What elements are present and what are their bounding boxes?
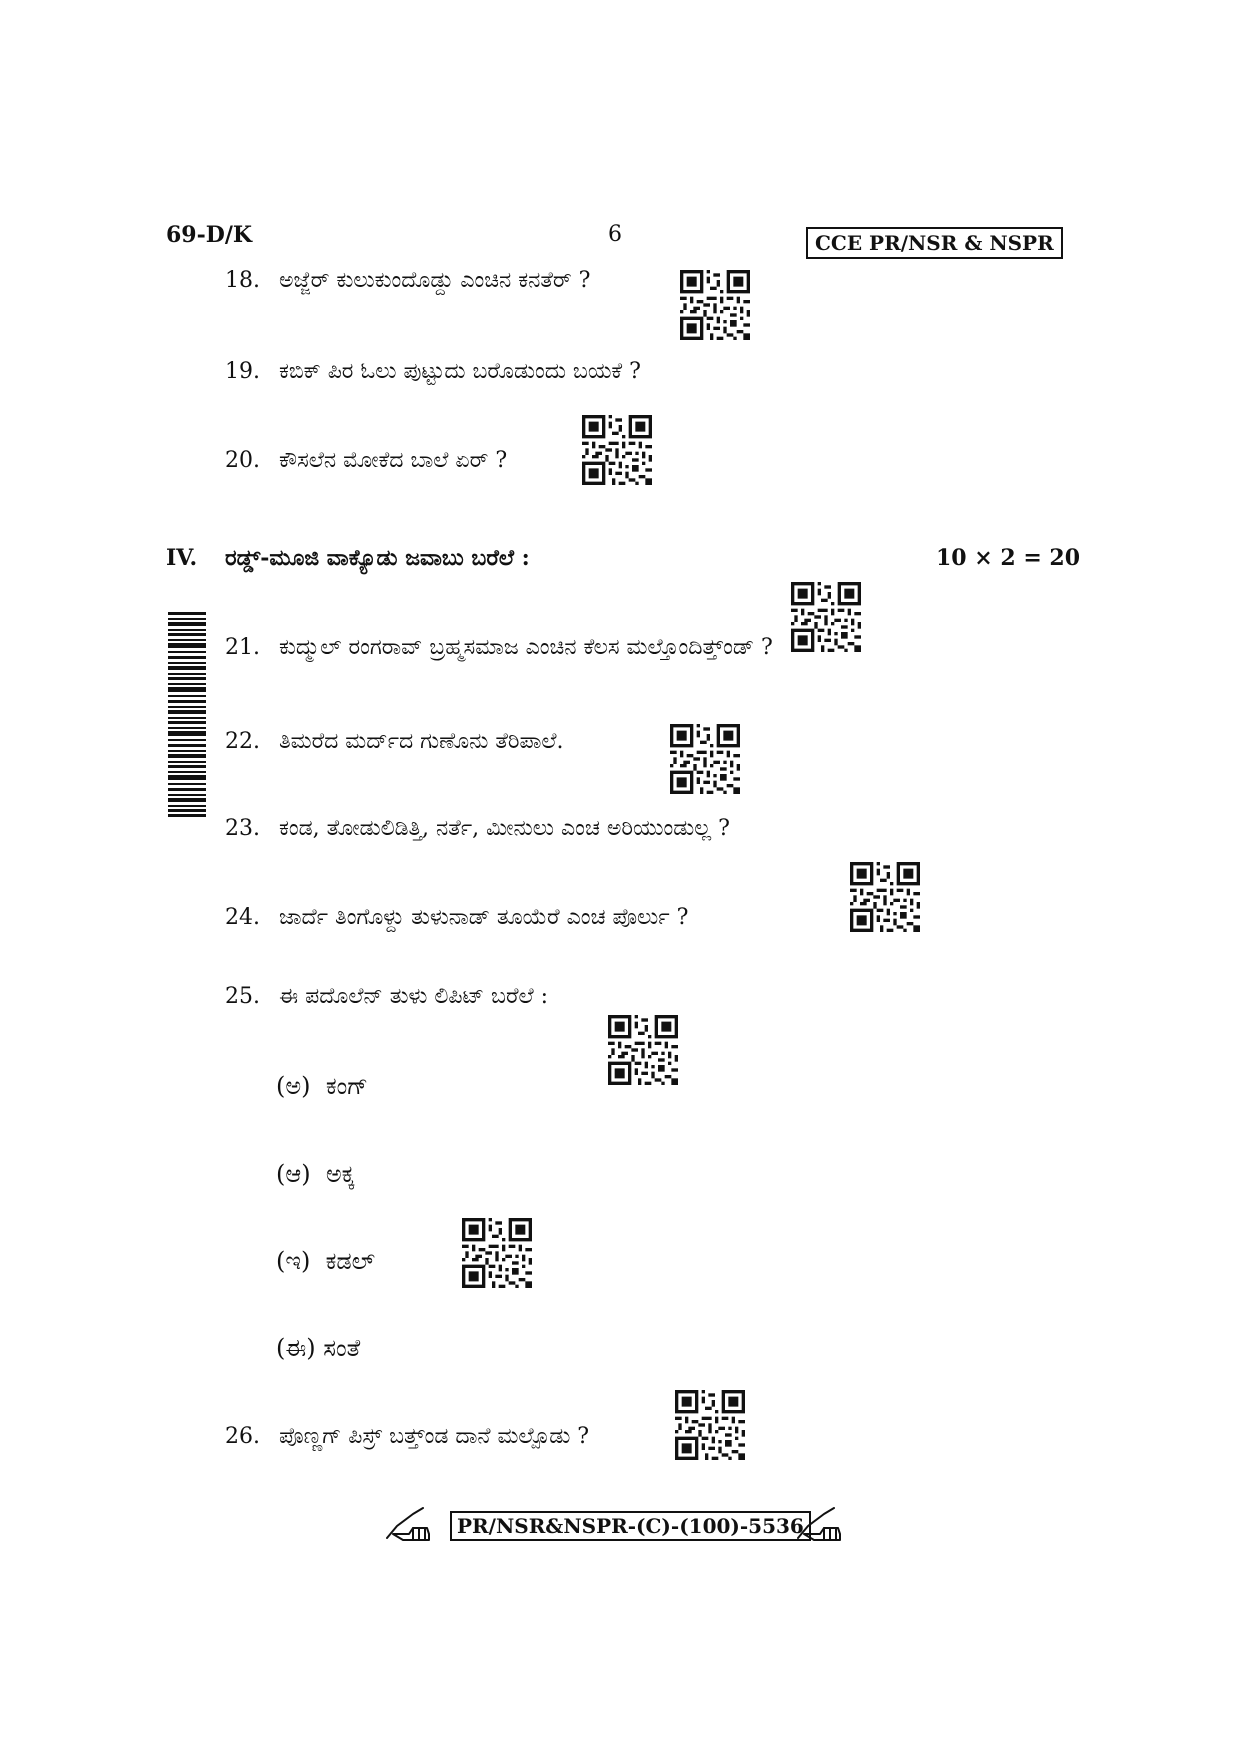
question-text: ಅಜ್ಜೆರ್ ಕುಲುಕುಂದೊಡ್ದು ಎಂಚಿನ ಕನತೆರ್ ? bbox=[279, 268, 591, 293]
question-24 bbox=[225, 903, 688, 933]
question-number: 18. bbox=[225, 268, 260, 293]
qr-code-icon bbox=[791, 582, 861, 652]
section-number: IV. bbox=[166, 545, 198, 571]
question-25 bbox=[225, 982, 548, 1012]
option-text: ಸಂತೆ bbox=[323, 1334, 361, 1362]
writing-hand-icon bbox=[383, 1504, 433, 1542]
qr-code-icon bbox=[680, 270, 750, 340]
qr-code-icon bbox=[462, 1218, 532, 1288]
qr-code-icon bbox=[608, 1015, 678, 1085]
question-19 bbox=[225, 357, 641, 387]
question-text: ಪೊಣ್ಣಗ್ ಪಿಸ್ರ್ ಬತ್ತ್ಂಡ ದಾನೆ ಮಲ್ಪೊಡು ? bbox=[279, 1424, 590, 1449]
question-22 bbox=[225, 727, 564, 757]
section-marks: 10 × 2 = 20 bbox=[936, 545, 1081, 571]
question-number: 19. bbox=[225, 359, 260, 384]
question-21 bbox=[225, 633, 773, 663]
option-text: ಕಂಗ್ bbox=[325, 1072, 369, 1100]
exam-code-box: CCE PR/NSR & NSPR bbox=[806, 227, 1063, 259]
question-18 bbox=[225, 266, 590, 296]
option-i bbox=[276, 1245, 375, 1277]
paper-code: 69-D/K bbox=[166, 222, 252, 248]
question-number: 25. bbox=[225, 984, 260, 1009]
option-text: ಅಕ್ಕ bbox=[325, 1160, 355, 1188]
qr-code-icon bbox=[670, 724, 740, 794]
section-title: ರಡ್ಡ್-ಮೂಜಿ ವಾಕ್ಯೊಡು ಜವಾಬು ಬರೆಲೆ : bbox=[225, 545, 530, 571]
option-ii bbox=[276, 1332, 360, 1364]
question-number: 23. bbox=[225, 816, 260, 841]
option-label: (ಇ) bbox=[276, 1247, 311, 1275]
question-20 bbox=[225, 446, 507, 476]
question-text: ತಿಮರೆದ ಮರ್ದ್‌ದ ಗುಣೊನು ತೆರಿಪಾಲೆ. bbox=[279, 729, 564, 754]
qr-code-icon bbox=[850, 862, 920, 932]
option-a bbox=[276, 1070, 368, 1102]
question-number: 21. bbox=[225, 635, 260, 660]
option-aa bbox=[276, 1158, 355, 1190]
option-text: ಕಡಲ್ bbox=[325, 1247, 376, 1275]
question-number: 20. bbox=[225, 448, 260, 473]
option-label: (ಅ) bbox=[276, 1072, 311, 1100]
question-text: ಈ ಪದೊಲೆನ್ ತುಳು ಲಿಪಿಟ್ ಬರೆಲೆ : bbox=[279, 984, 549, 1009]
question-number: 24. bbox=[225, 905, 260, 930]
question-23 bbox=[225, 814, 730, 844]
question-text: ಕುದ್ಮುಲ್ ರಂಗರಾವ್ ಬ್ರಹ್ಮಸಮಾಜ ಎಂಚಿನ ಕೆಲಸ ಮಲ್ತೊಂದಿತ್ತ್ಂಡ್ ? bbox=[279, 635, 773, 660]
option-label: (ಈ) bbox=[276, 1334, 316, 1362]
qr-code-icon bbox=[582, 415, 652, 485]
question-text: ಕಬಿಕ್ ಪಿರ ಓಲು ಪುಟ್ಟುದು ಬರೊಡುಂದು ಬಯಕೆ ? bbox=[279, 359, 641, 384]
barcode-icon bbox=[168, 612, 206, 817]
qr-code-icon bbox=[675, 1390, 745, 1460]
question-text: ಜಾರ್ದೆ ತಿಂಗೊಳ್ದು ತುಳುನಾಡ್ ತೂಯೆರೆ ಎಂಚ ಪೊರ್ಲು ? bbox=[279, 905, 689, 930]
writing-hand-icon bbox=[794, 1504, 844, 1542]
page-number: 6 bbox=[608, 222, 622, 247]
question-text: ಕಂಡ, ತೋಡುಲಿಡಿತ್ತಿ, ನರ್ತೆ, ಮೀನುಲು ಎಂಚ ಅರಿಯುಂಡುಲ್ಲ ? bbox=[279, 816, 730, 841]
question-number: 22. bbox=[225, 729, 260, 754]
question-number: 26. bbox=[225, 1424, 260, 1449]
question-text: ಕೌಸಲೆನ ಮೋಕೆದ ಬಾಲೆ ಏರ್ ? bbox=[279, 448, 508, 473]
option-label: (ಆ) bbox=[276, 1160, 311, 1188]
footer-code-box: PR/NSR&NSPR-(C)-(100)-5536 bbox=[450, 1511, 811, 1541]
question-26 bbox=[225, 1422, 589, 1452]
